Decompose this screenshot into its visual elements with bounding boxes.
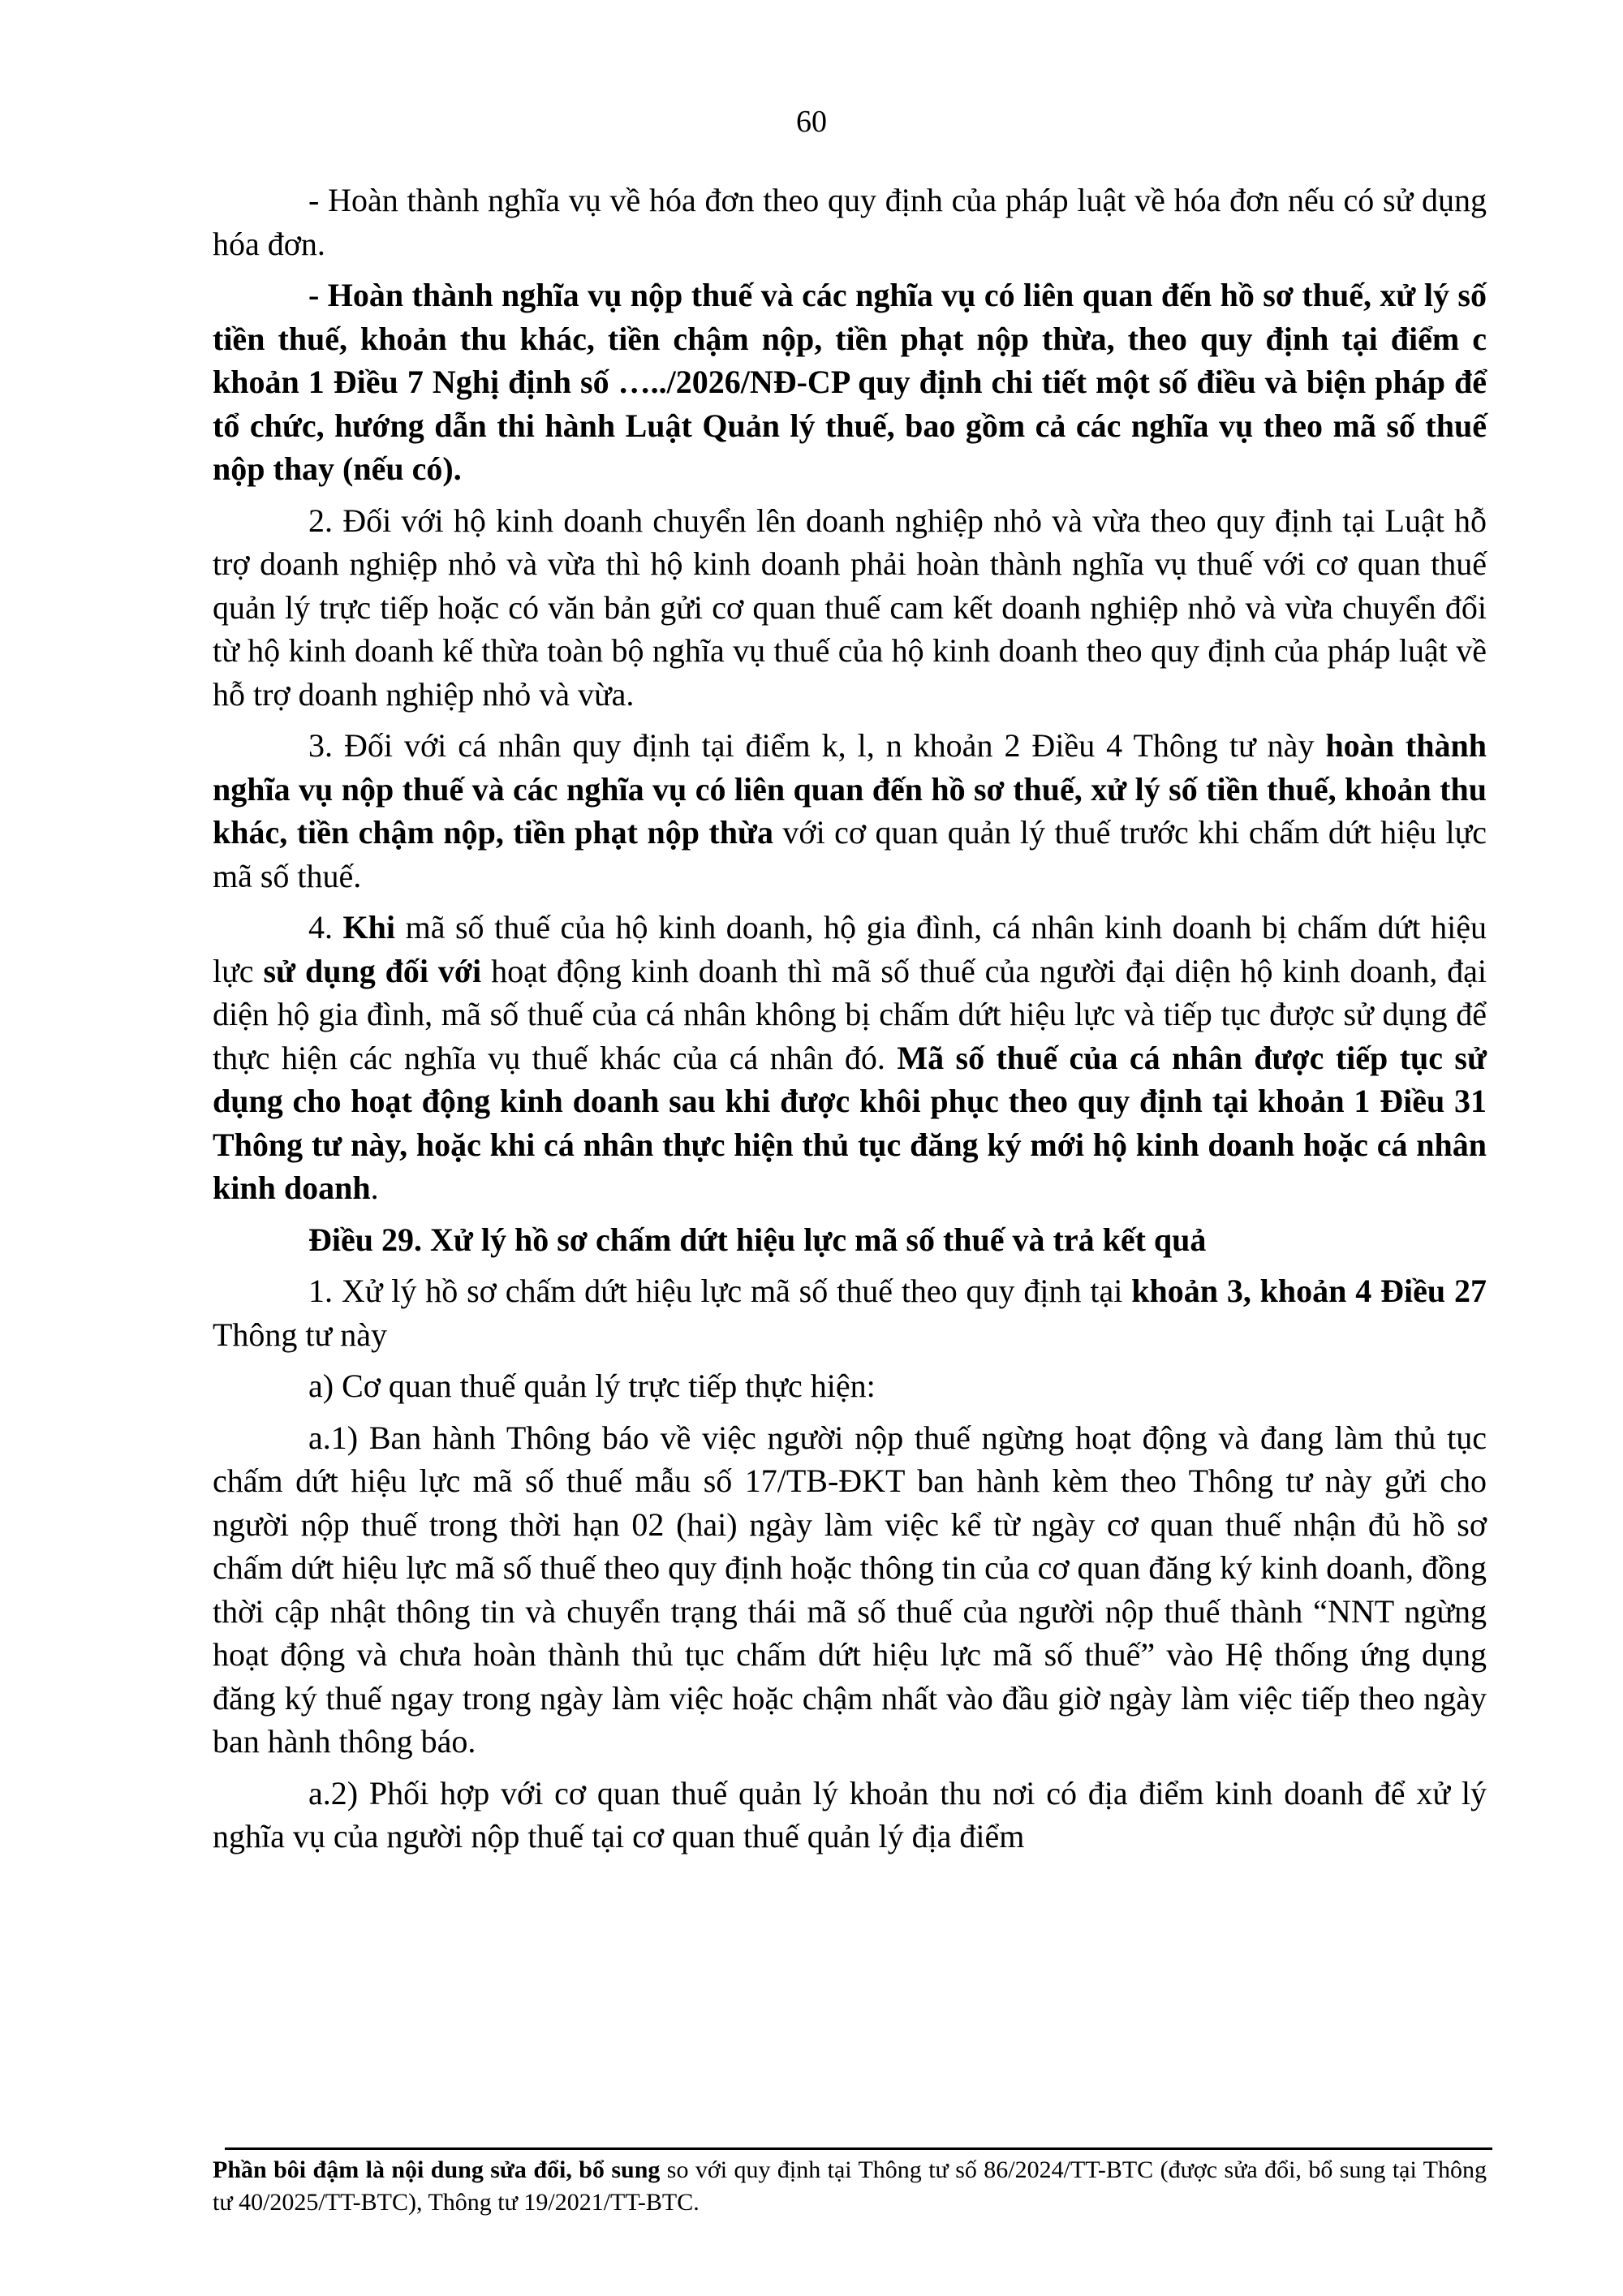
footnote-divider (225, 2147, 1492, 2150)
amended-text: - Hoàn thành nghĩa vụ nộp thuế và các nghĩa vụ có liên quan đến hồ sơ thuế, xử lý số tiền thuế, khoản thu khác, tiền chậm nộp, tiền phạt nộp thừa, theo quy định tại điểm c khoản 1 Điều 7 Nghị định số …../2026/NĐ-CP quy định chi tiết một số điều và biện pháp để tổ chức, hướng dẫn thi hành Luật Quản lý thuế, bao gồm cả các nghĩa vụ theo mã số thuế nộp thay (nếu có). (213, 277, 1487, 487)
paragraph-article-29-clause-1 (213, 1269, 1487, 1356)
paragraph-text: 1. Xử lý hồ sơ chấm dứt hiệu lực mã số thuế theo quy định tại (308, 1273, 1132, 1309)
paragraph-text: a.1) Ban hành Thông báo về việc người nộp thuế ngừng hoạt động và đang làm thủ tục chấm dứt hiệu lực mã số thuế mẫu số 17/TB-ĐKT ban hành kèm theo Thông tư này gửi cho người nộp thuế trong thời hạn 02 (hai) ngày làm việc kể từ ngày cơ quan thuế nhận đủ hồ sơ chấm dứt hiệu lực mã số thuế theo quy định hoặc thông tin của cơ quan đăng ký kinh doanh, đồng thời cập nhật thông tin và chuyển trạng thái mã số thuế của người nộp thuế thành “NNT ngừng hoạt động và chưa hoàn thành thủ tục chấm dứt hiệu lực mã số thuế” vào Hệ thống ứng dụng đăng ký thuế ngay trong ngày làm việc hoặc chậm nhất vào đầu giờ ngày làm việc tiếp theo ngày ban hành thông báo. (213, 1419, 1487, 1760)
paragraph-tax-obligation-amended (213, 274, 1487, 491)
heading-text: Điều 29. Xử lý hồ sơ chấm dứt hiệu lực mã số thuế và trả kết quả (308, 1221, 1207, 1258)
paragraph-text: 2. Đối với hộ kinh doanh chuyển lên doanh nghiệp nhỏ và vừa theo quy định tại Luật hỗ trợ doanh nghiệp nhỏ và vừa thì hộ kinh doanh phải hoàn thành nghĩa vụ thuế với cơ quan thuế quản lý trực tiếp hoặc có văn bản gửi cơ quan thuế cam kết doanh nghiệp nhỏ và vừa chuyển đổi từ hộ kinh doanh kế thừa toàn bộ nghĩa vụ thuế của hộ kinh doanh theo quy định của pháp luật về hỗ trợ doanh nghiệp nhỏ và vừa. (213, 502, 1487, 713)
paragraph-point-a1 (213, 1416, 1487, 1764)
paragraph-invoice-obligation (213, 179, 1487, 265)
paragraph-text: Thông tư này (213, 1316, 387, 1353)
page-number: 60 (796, 105, 827, 139)
amended-text: khoản 3, khoản 4 Điều 27 (1131, 1273, 1487, 1309)
paragraph-text: a.2) Phối hợp với cơ quan thuế quản lý khoản thu nơi có địa điểm kinh doanh để xử lý nghĩa vụ của người nộp thuế tại cơ quan thuế quản lý địa điểm (213, 1774, 1487, 1854)
paragraph-text: 4. (308, 909, 343, 946)
paragraph-text: 3. Đối với cá nhân quy định tại điểm k, l, n khoản 2 Điều 4 Thông tư này (308, 727, 1326, 764)
amended-text: hoàn thành nghĩa vụ nộp thuế và các nghĩa vụ có liên quan đến hồ sơ thuế, xử lý số tiền thuế, khoản thu khác, tiền chậm nộp, tiền phạt nộp thừa (213, 727, 1487, 851)
document-body (213, 179, 1487, 1867)
paragraph-text: với cơ quan quản lý thuế trước khi chấm dứt hiệu lực mã số thuế. (213, 814, 1487, 894)
paragraph-text: hoạt động kinh doanh thì mã số thuế của người đại diện hộ kinh doanh, đại diện hộ gia đình, mã số thuế của cá nhân không bị chấm dứt hiệu lực và tiếp tục được sử dụng để thực hiện các nghĩa vụ thuế khác của cá nhân đó. (213, 952, 1487, 1076)
footnote-text: so với quy định tại Thông tư số 86/2024/TT-BTC (được sửa đổi, bổ sung tại Thông tư 40/2025/TT-BTC), Thông tư 19/2021/TT-BTC. (213, 2156, 1487, 2216)
footnote (213, 2154, 1487, 2219)
paragraph-clause-3 (213, 724, 1487, 898)
footnote-bold-text: Phần bôi đậm là nội dung sửa đổi, bổ sung (213, 2156, 661, 2183)
amended-text: Khi (342, 909, 396, 946)
paragraph-text: . (370, 1170, 379, 1206)
paragraph-clause-2 (213, 499, 1487, 717)
paragraph-text: - Hoàn thành nghĩa vụ về hóa đơn theo quy định của pháp luật về hóa đơn nếu có sử dụng hóa đơn. (213, 182, 1487, 262)
paragraph-point-a (213, 1364, 1487, 1408)
paragraph-point-a2 (213, 1772, 1487, 1859)
paragraph-text: a) Cơ quan thuế quản lý trực tiếp thực hiện: (308, 1368, 876, 1404)
paragraph-clause-4 (213, 906, 1487, 1210)
paragraph-text: mã số thuế của hộ kinh doanh, hộ gia đình, cá nhân kinh doanh bị chấm dứt hiệu lực (213, 909, 1487, 989)
amended-text: Mã số thuế của cá nhân được tiếp tục sử dụng cho hoạt động kinh doanh sau khi được khôi phục theo quy định tại khoản 1 Điều 31 Thông tư này, hoặc khi cá nhân thực hiện thủ tục đăng ký mới hộ kinh doanh hoặc cá nhân kinh doanh (213, 1039, 1487, 1206)
article-29-heading (213, 1218, 1487, 1262)
amended-text: sử dụng đối với (263, 952, 482, 989)
